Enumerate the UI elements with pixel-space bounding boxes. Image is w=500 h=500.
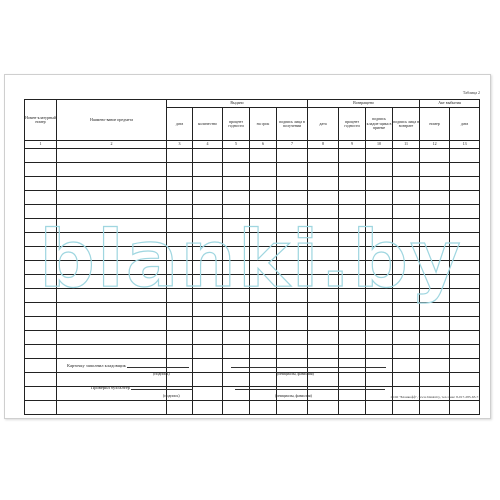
table-cell[interactable]	[223, 331, 250, 345]
table-cell[interactable]	[223, 149, 250, 163]
accountant-label: Проверил бухгалтер	[91, 385, 130, 390]
table-cell[interactable]	[223, 219, 250, 233]
table-cell[interactable]	[25, 163, 57, 177]
table-cell[interactable]	[420, 205, 450, 219]
table-cell[interactable]	[339, 163, 366, 177]
table-cell[interactable]	[250, 275, 277, 289]
table-cell[interactable]	[450, 331, 480, 345]
table-cell[interactable]	[223, 233, 250, 247]
header-issued-condition: процент годности	[223, 108, 250, 141]
table-cell[interactable]	[366, 177, 393, 191]
table-cell[interactable]	[366, 303, 393, 317]
table-cell[interactable]	[167, 247, 193, 261]
table-cell[interactable]	[339, 317, 366, 331]
table-cell[interactable]	[393, 163, 420, 177]
table-row	[25, 205, 480, 219]
table-cell[interactable]	[25, 289, 57, 303]
table-cell[interactable]	[250, 205, 277, 219]
table-cell[interactable]	[366, 261, 393, 275]
table-cell[interactable]	[277, 401, 308, 415]
table-cell[interactable]	[25, 331, 57, 345]
table-cell[interactable]	[450, 317, 480, 331]
table-cell[interactable]	[393, 373, 420, 387]
table-cell[interactable]	[167, 205, 193, 219]
table-cell[interactable]	[250, 247, 277, 261]
table-cell[interactable]	[223, 177, 250, 191]
document-sheet	[4, 74, 491, 419]
table-cell[interactable]	[339, 289, 366, 303]
table-cell[interactable]	[25, 261, 57, 275]
table-cell[interactable]	[450, 177, 480, 191]
table-cell[interactable]	[450, 233, 480, 247]
table-cell[interactable]	[393, 149, 420, 163]
table-cell[interactable]	[250, 191, 277, 205]
table-cell[interactable]	[450, 205, 480, 219]
table-cell[interactable]	[277, 205, 308, 219]
table-cell[interactable]	[57, 401, 167, 415]
accountant-signature-line	[91, 385, 193, 390]
table-cell[interactable]	[450, 345, 480, 359]
table-cell[interactable]	[420, 149, 450, 163]
table-cell[interactable]	[57, 331, 167, 345]
table-cell[interactable]	[366, 401, 393, 415]
table-cell[interactable]	[308, 205, 339, 219]
storekeeper-name-line	[231, 363, 386, 368]
table-cell[interactable]	[193, 317, 223, 331]
table-cell[interactable]	[223, 261, 250, 275]
publisher-footer: ООО "Бланкофф", www.blanki.by, тел./факс 8-017-285-63-71	[390, 395, 480, 399]
table-cell[interactable]	[25, 303, 57, 317]
table-cell[interactable]	[57, 205, 167, 219]
table-cell[interactable]	[393, 205, 420, 219]
table-cell[interactable]	[25, 149, 57, 163]
table-cell[interactable]	[308, 289, 339, 303]
table-cell[interactable]	[308, 219, 339, 233]
table-cell[interactable]	[420, 247, 450, 261]
table-cell[interactable]	[420, 331, 450, 345]
table-cell[interactable]	[420, 401, 450, 415]
table-cell[interactable]	[450, 149, 480, 163]
table-cell[interactable]	[366, 345, 393, 359]
table-cell[interactable]	[25, 359, 57, 373]
table-cell[interactable]	[57, 191, 167, 205]
table-cell[interactable]	[57, 163, 167, 177]
table-cell[interactable]	[366, 219, 393, 233]
table-row	[25, 163, 480, 177]
table-cell[interactable]	[308, 317, 339, 331]
table-row	[25, 191, 480, 205]
column-number: 4	[193, 141, 223, 149]
table-cell[interactable]	[250, 303, 277, 317]
storekeeper-label: Карточку заполнил кладовщик	[67, 363, 126, 368]
table-cell[interactable]	[25, 191, 57, 205]
column-number: 1	[25, 141, 57, 149]
table-row	[25, 289, 480, 303]
table-cell[interactable]	[193, 191, 223, 205]
table-cell[interactable]	[339, 303, 366, 317]
table-cell[interactable]	[193, 387, 223, 401]
table-cell[interactable]	[308, 261, 339, 275]
table-cell[interactable]	[250, 401, 277, 415]
table-cell[interactable]	[450, 275, 480, 289]
table-cell[interactable]	[339, 275, 366, 289]
table-cell[interactable]	[250, 177, 277, 191]
table-cell[interactable]	[193, 149, 223, 163]
table-cell[interactable]	[25, 373, 57, 387]
storekeeper-signature-field[interactable]	[127, 367, 189, 368]
table-cell[interactable]	[420, 233, 450, 247]
table-cell[interactable]	[339, 191, 366, 205]
table-cell[interactable]	[277, 317, 308, 331]
table-cell[interactable]	[366, 191, 393, 205]
table-cell[interactable]	[277, 219, 308, 233]
table-cell[interactable]	[393, 345, 420, 359]
table-cell[interactable]	[167, 275, 193, 289]
table-cell[interactable]	[223, 401, 250, 415]
table-cell[interactable]	[25, 387, 57, 401]
column-number: 9	[339, 141, 366, 149]
accountant-name-caption: (инициалы, фамилия)	[275, 393, 312, 398]
table-cell[interactable]	[193, 163, 223, 177]
table-cell[interactable]	[277, 247, 308, 261]
table-cell[interactable]	[193, 401, 223, 415]
table-row	[25, 177, 480, 191]
table-cell[interactable]	[167, 177, 193, 191]
table-cell[interactable]	[308, 401, 339, 415]
table-cell[interactable]	[57, 303, 167, 317]
table-cell[interactable]	[250, 289, 277, 303]
table-cell[interactable]	[223, 345, 250, 359]
table-cell[interactable]	[167, 261, 193, 275]
header-writeoff-date: дата	[450, 108, 480, 141]
table-cell[interactable]	[308, 163, 339, 177]
table-row	[25, 149, 480, 163]
table-cell[interactable]	[57, 149, 167, 163]
table-cell[interactable]	[420, 289, 450, 303]
table-cell[interactable]	[366, 163, 393, 177]
table-row	[25, 401, 480, 415]
table-cell[interactable]	[193, 205, 223, 219]
table-cell[interactable]	[250, 261, 277, 275]
table-cell[interactable]	[223, 163, 250, 177]
table-cell[interactable]	[167, 163, 193, 177]
table-cell[interactable]	[393, 177, 420, 191]
column-number-row	[25, 141, 480, 149]
table-cell[interactable]	[393, 317, 420, 331]
table-cell[interactable]	[277, 233, 308, 247]
table-body	[25, 149, 480, 415]
table-cell[interactable]	[277, 163, 308, 177]
table-cell[interactable]	[450, 191, 480, 205]
table-cell[interactable]	[223, 205, 250, 219]
table-cell[interactable]	[193, 359, 223, 373]
header-issued-term: на срок	[250, 108, 277, 141]
table-cell[interactable]	[193, 177, 223, 191]
table-cell[interactable]	[250, 345, 277, 359]
table-cell[interactable]	[450, 289, 480, 303]
table-cell[interactable]	[420, 317, 450, 331]
header-returned-storekeeper-signature: подпись кладов-щика в приеме	[366, 108, 393, 141]
table-cell[interactable]	[366, 289, 393, 303]
table-cell[interactable]	[277, 149, 308, 163]
table-cell[interactable]	[450, 163, 480, 177]
column-number: 10	[366, 141, 393, 149]
table-cell[interactable]	[25, 275, 57, 289]
table-cell[interactable]	[420, 191, 450, 205]
table-cell[interactable]	[167, 345, 193, 359]
table-cell[interactable]	[167, 401, 193, 415]
table-cell[interactable]	[57, 275, 167, 289]
table-row	[25, 275, 480, 289]
table-cell[interactable]	[223, 317, 250, 331]
table-cell[interactable]	[420, 373, 450, 387]
table-row	[25, 247, 480, 261]
table-cell[interactable]	[366, 149, 393, 163]
column-number: 2	[57, 141, 167, 149]
table-cell[interactable]	[308, 149, 339, 163]
table-cell[interactable]	[250, 149, 277, 163]
table-cell[interactable]	[277, 177, 308, 191]
table-cell[interactable]	[57, 261, 167, 275]
column-number: 8	[308, 141, 339, 149]
storekeeper-name-caption: (инициалы, фамилия)	[277, 371, 314, 376]
table-cell[interactable]	[393, 261, 420, 275]
table-row	[25, 261, 480, 275]
table-cell[interactable]	[167, 233, 193, 247]
table-cell[interactable]	[193, 233, 223, 247]
table-cell[interactable]	[57, 317, 167, 331]
table-cell[interactable]	[450, 373, 480, 387]
table-cell[interactable]	[277, 191, 308, 205]
table-cell[interactable]	[57, 219, 167, 233]
table-cell[interactable]	[339, 149, 366, 163]
column-number: 11	[393, 141, 420, 149]
table-cell[interactable]	[339, 331, 366, 345]
table-cell[interactable]	[450, 247, 480, 261]
table-cell[interactable]	[308, 331, 339, 345]
table-cell[interactable]	[420, 219, 450, 233]
table-label: Таблица 2	[462, 90, 480, 95]
table-cell[interactable]	[450, 359, 480, 373]
table-cell[interactable]	[57, 247, 167, 261]
header-returned-person-signature: подпись лица в возврате	[393, 108, 420, 141]
table-cell[interactable]	[420, 177, 450, 191]
table-cell[interactable]	[366, 205, 393, 219]
table-cell[interactable]	[277, 275, 308, 289]
table-cell[interactable]	[167, 149, 193, 163]
table-cell[interactable]	[277, 261, 308, 275]
header-writeoff-act: Акт выбытия	[420, 100, 480, 108]
table-cell[interactable]	[57, 345, 167, 359]
table-cell[interactable]	[339, 205, 366, 219]
table-cell[interactable]	[450, 219, 480, 233]
storekeeper-signature-line	[67, 363, 189, 368]
header-item-name: Наимено-вание предмета	[57, 100, 167, 141]
table-cell[interactable]	[450, 261, 480, 275]
table-cell[interactable]	[420, 303, 450, 317]
table-cell[interactable]	[223, 303, 250, 317]
table-cell[interactable]	[250, 219, 277, 233]
table-cell[interactable]	[366, 247, 393, 261]
table-cell[interactable]	[25, 205, 57, 219]
table-cell[interactable]	[193, 303, 223, 317]
table-cell[interactable]	[167, 191, 193, 205]
table-cell[interactable]	[393, 401, 420, 415]
table-cell[interactable]	[57, 233, 167, 247]
table-cell[interactable]	[223, 275, 250, 289]
watermark: blanki.by	[39, 215, 463, 305]
table-cell[interactable]	[250, 163, 277, 177]
table-cell[interactable]	[250, 317, 277, 331]
table-cell[interactable]	[223, 289, 250, 303]
table-cell[interactable]	[250, 331, 277, 345]
table-cell[interactable]	[193, 373, 223, 387]
table-cell[interactable]	[308, 191, 339, 205]
table-cell[interactable]	[57, 177, 167, 191]
table-cell[interactable]	[393, 289, 420, 303]
table-cell[interactable]	[25, 317, 57, 331]
table-cell[interactable]	[308, 345, 339, 359]
header-issued-signature: подпись лица в получении	[277, 108, 308, 141]
table-row	[25, 233, 480, 247]
table-cell[interactable]	[277, 331, 308, 345]
header-issued-date: дата	[167, 108, 193, 141]
table-cell[interactable]	[420, 261, 450, 275]
table-row	[25, 219, 480, 233]
table-cell[interactable]	[339, 261, 366, 275]
table-cell[interactable]	[393, 247, 420, 261]
table-cell[interactable]	[223, 191, 250, 205]
column-number: 13	[450, 141, 480, 149]
table-cell[interactable]	[393, 331, 420, 345]
column-number: 3	[167, 141, 193, 149]
table-cell[interactable]	[339, 177, 366, 191]
table-cell[interactable]	[25, 401, 57, 415]
table-cell[interactable]	[393, 359, 420, 373]
table-cell[interactable]	[167, 317, 193, 331]
table-cell[interactable]	[223, 247, 250, 261]
column-number: 7	[277, 141, 308, 149]
accountant-signature-caption: (подпись)	[163, 393, 180, 398]
table-cell[interactable]	[167, 331, 193, 345]
table-row	[25, 331, 480, 345]
table-row	[25, 345, 480, 359]
header-returned-condition: процент годности	[339, 108, 366, 141]
table-cell[interactable]	[193, 331, 223, 345]
table-cell[interactable]	[308, 177, 339, 191]
table-cell[interactable]	[193, 261, 223, 275]
header-returned: Возвращено	[308, 100, 420, 108]
accountant-name-field[interactable]	[235, 389, 385, 390]
header-issued-quantity: количество	[193, 108, 223, 141]
table-cell[interactable]	[393, 219, 420, 233]
table-cell[interactable]	[339, 247, 366, 261]
table-cell[interactable]	[277, 345, 308, 359]
accountant-signature-field[interactable]	[131, 389, 193, 390]
table-cell[interactable]	[393, 275, 420, 289]
table-cell[interactable]	[366, 233, 393, 247]
table-cell[interactable]	[167, 219, 193, 233]
table-row	[25, 317, 480, 331]
table-cell[interactable]	[339, 401, 366, 415]
table-cell[interactable]	[420, 163, 450, 177]
table-cell[interactable]	[339, 345, 366, 359]
table-cell[interactable]	[420, 359, 450, 373]
accountant-name-line	[235, 385, 385, 390]
table-cell[interactable]	[277, 289, 308, 303]
table-cell[interactable]	[167, 289, 193, 303]
table-cell[interactable]	[25, 233, 57, 247]
header-returned-date: дата	[308, 108, 339, 141]
table-cell[interactable]	[366, 275, 393, 289]
table-row	[25, 303, 480, 317]
table-cell[interactable]	[25, 219, 57, 233]
table-cell[interactable]	[339, 233, 366, 247]
column-number: 6	[250, 141, 277, 149]
header-nomenclature-number: Номен-клатурный номер	[25, 100, 57, 141]
table-cell[interactable]	[393, 191, 420, 205]
storekeeper-signature-caption: (подпись)	[153, 371, 170, 376]
table-cell[interactable]	[450, 401, 480, 415]
table-cell[interactable]	[193, 275, 223, 289]
table-cell[interactable]	[167, 303, 193, 317]
table-cell[interactable]	[420, 345, 450, 359]
table-cell[interactable]	[393, 233, 420, 247]
header-writeoff-number: номер	[420, 108, 450, 141]
table-cell[interactable]	[25, 247, 57, 261]
table-cell[interactable]	[308, 303, 339, 317]
table-cell[interactable]	[25, 177, 57, 191]
table-cell[interactable]	[366, 317, 393, 331]
table-cell[interactable]	[193, 345, 223, 359]
column-number: 5	[223, 141, 250, 149]
table-cell[interactable]	[450, 303, 480, 317]
table-cell[interactable]	[250, 233, 277, 247]
table-cell[interactable]	[339, 219, 366, 233]
table-cell[interactable]	[308, 247, 339, 261]
table-cell[interactable]	[393, 303, 420, 317]
table-cell[interactable]	[308, 233, 339, 247]
table-cell[interactable]	[366, 331, 393, 345]
table-cell[interactable]	[277, 303, 308, 317]
header-issued: Выдано	[167, 100, 308, 108]
table-cell[interactable]	[57, 289, 167, 303]
table-cell[interactable]	[308, 275, 339, 289]
table-cell[interactable]	[420, 275, 450, 289]
column-number: 12	[420, 141, 450, 149]
table-cell[interactable]	[193, 247, 223, 261]
table-cell[interactable]	[25, 345, 57, 359]
table-cell[interactable]	[193, 289, 223, 303]
table-cell[interactable]	[193, 219, 223, 233]
storekeeper-name-field[interactable]	[231, 367, 386, 368]
